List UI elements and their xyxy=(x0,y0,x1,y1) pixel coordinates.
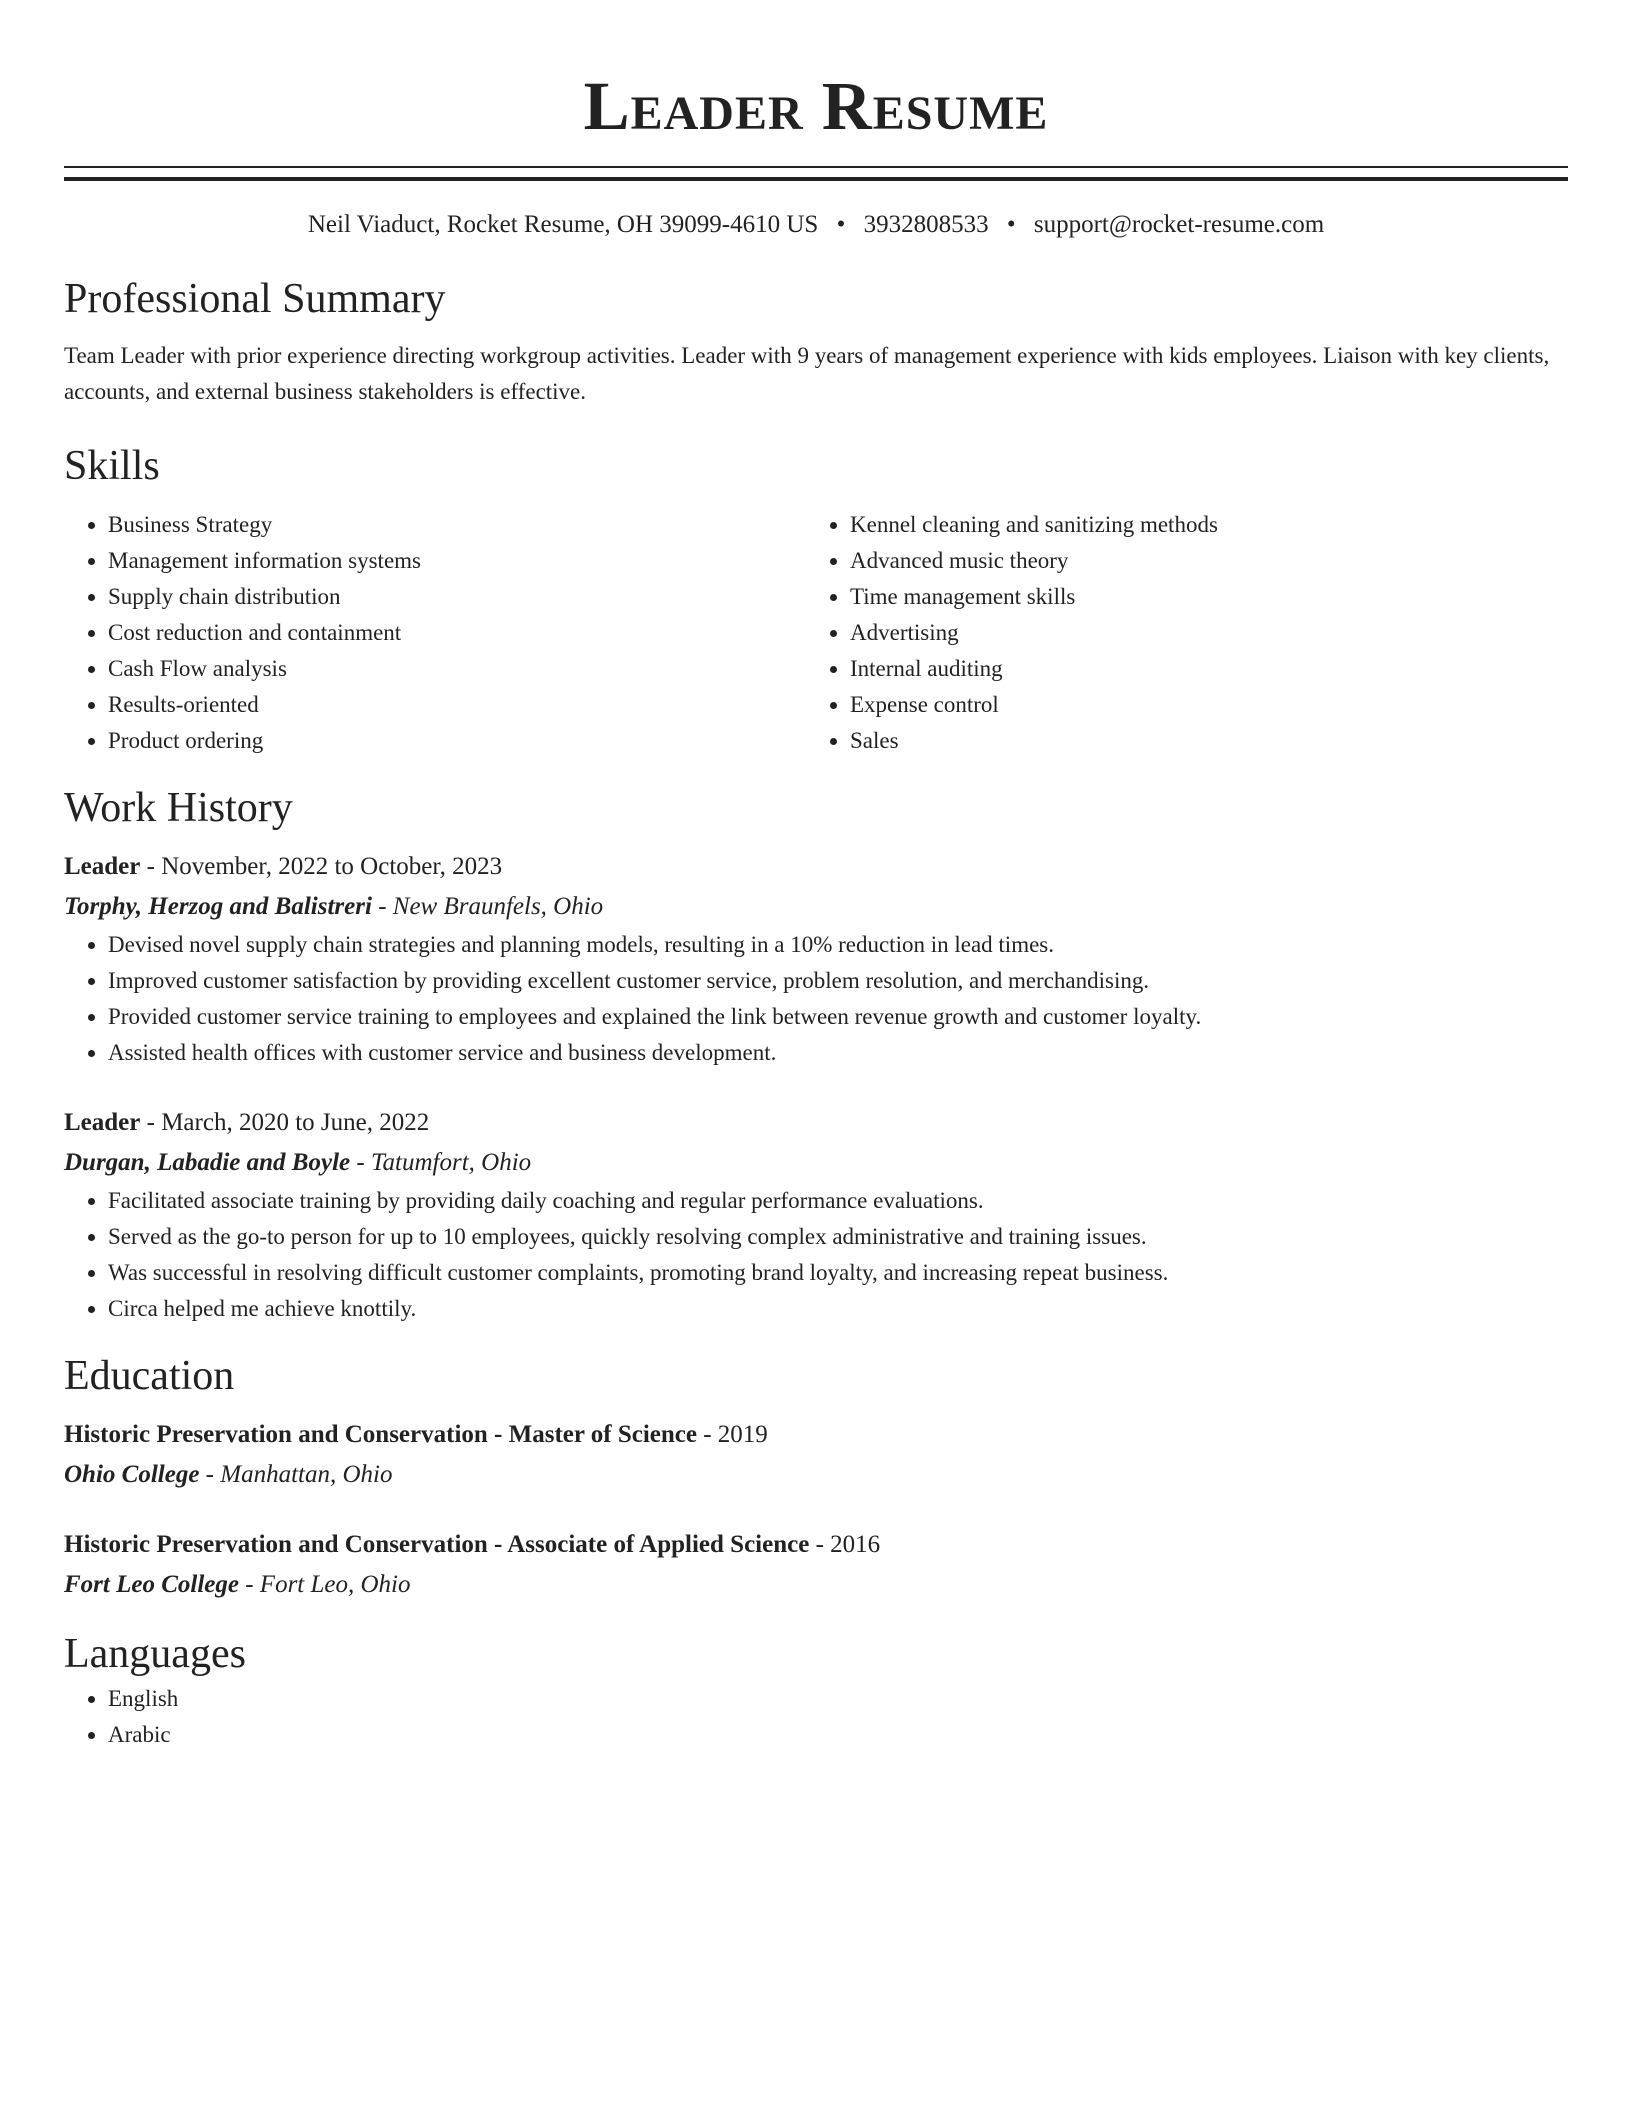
skill-item: • Sales xyxy=(850,723,1548,759)
skill-item: • Business Strategy xyxy=(108,507,806,543)
job-duty: • Provided customer service training to employees and explained the link between revenue growth and customer loyalty. xyxy=(108,999,1568,1035)
job-duties-list xyxy=(64,927,1568,1071)
degree-line xyxy=(64,1415,1568,1455)
skill-item: • Expense control xyxy=(850,687,1548,723)
summary-heading: Professional Summary xyxy=(64,276,446,322)
skill-item: • Results-oriented xyxy=(108,687,806,723)
degree-year: - 2019 xyxy=(696,1421,768,1448)
skills-heading: Skills xyxy=(64,443,160,489)
languages-list xyxy=(64,1681,1568,1753)
skill-item: • Management information systems xyxy=(108,543,806,579)
languages-heading: Languages xyxy=(64,1631,246,1677)
resume-title: Leader Resume xyxy=(583,68,1049,144)
job-role: Leader xyxy=(64,1109,141,1136)
degree-name: Historic Preservation and Conservation - Master of Science xyxy=(64,1421,697,1448)
degree-year: - 2016 xyxy=(809,1531,881,1558)
job-dates: - March, 2020 to June, 2022 xyxy=(140,1109,430,1136)
skill-item: • Supply chain distribution xyxy=(108,579,806,615)
employer-line xyxy=(64,1143,1568,1183)
degree-line xyxy=(64,1525,1568,1565)
degree-name: Historic Preservation and Conservation - Associate of Applied Science xyxy=(64,1531,810,1558)
education-entry xyxy=(64,1415,1568,1495)
school-line xyxy=(64,1565,1568,1605)
contact-separator: • xyxy=(1006,211,1016,238)
skills-column-left xyxy=(64,507,806,759)
education-entry xyxy=(64,1525,1568,1605)
school-location: - Fort Leo, Ohio xyxy=(238,1571,411,1598)
school-name: Fort Leo College xyxy=(64,1571,239,1598)
employer-location: - Tatumfort, Ohio xyxy=(350,1149,532,1176)
school-name: Ohio College xyxy=(64,1461,200,1488)
education-heading: Education xyxy=(64,1353,235,1399)
education-spacer xyxy=(64,1495,1568,1525)
skill-item: • Internal auditing xyxy=(850,651,1548,687)
job-duty: • Was successful in resolving difficult customer complaints, promoting brand loyalty, and increasing repeat business. xyxy=(108,1255,1568,1291)
contact-phone: 3932808533 xyxy=(863,211,989,238)
title-divider xyxy=(64,166,1568,181)
job-title-line xyxy=(64,1103,1568,1143)
skills-grid xyxy=(64,507,1568,759)
job-title-line xyxy=(64,847,1568,887)
contact-separator: • xyxy=(836,211,846,238)
skill-item: • Product ordering xyxy=(108,723,806,759)
language-item: • Arabic xyxy=(108,1717,1568,1753)
job-spacer xyxy=(64,1071,1568,1103)
job-duty: • Devised novel supply chain strategies and planning models, resulting in a 10% reduction in lead times. xyxy=(108,927,1568,963)
skills-list-right xyxy=(806,507,1548,759)
summary-text: Team Leader with prior experience directing workgroup activities. Leader with 9 years of management experience with kids employees. Liaison with key clients, accounts, and external business stakeholders is effective. xyxy=(64,343,1550,404)
skill-item: • Cash Flow analysis xyxy=(108,651,806,687)
skill-item: • Kennel cleaning and sanitizing methods xyxy=(850,507,1548,543)
job-duty: • Improved customer satisfaction by providing excellent customer service, problem resolution, and merchandising. xyxy=(108,963,1568,999)
job-dates: - November, 2022 to October, 2023 xyxy=(140,853,503,880)
skills-list-left xyxy=(64,507,806,759)
language-item: • English xyxy=(108,1681,1568,1717)
skill-item: • Time management skills xyxy=(850,579,1548,615)
contact-line xyxy=(64,207,1568,243)
job-entry xyxy=(64,847,1568,1071)
school-location: - Manhattan, Ohio xyxy=(199,1461,393,1488)
skill-item: • Cost reduction and containment xyxy=(108,615,806,651)
employer-name: Torphy, Herzog and Balistreri xyxy=(64,893,372,920)
employer-name: Durgan, Labadie and Boyle xyxy=(64,1149,351,1176)
skills-column-right xyxy=(806,507,1548,759)
school-line xyxy=(64,1455,1568,1495)
skill-item: • Advertising xyxy=(850,615,1548,651)
job-duties-list xyxy=(64,1183,1568,1327)
employer-line xyxy=(64,887,1568,927)
work-history-heading: Work History xyxy=(64,785,293,831)
job-duty: • Facilitated associate training by providing daily coaching and regular performance evaluations. xyxy=(108,1183,1568,1219)
job-duty: • Circa helped me achieve knottily. xyxy=(108,1291,1568,1327)
contact-address: Neil Viaduct, Rocket Resume, OH 39099-4610 US xyxy=(307,211,819,238)
job-duty: • Assisted health offices with customer service and business development. xyxy=(108,1035,1568,1071)
job-duty: • Served as the go-to person for up to 10 employees, quickly resolving complex administrative and training issues. xyxy=(108,1219,1568,1255)
employer-location: - New Braunfels, Ohio xyxy=(371,893,604,920)
skill-item: • Advanced music theory xyxy=(850,543,1548,579)
contact-email: support@rocket-resume.com xyxy=(1033,211,1325,238)
job-role: Leader xyxy=(64,853,141,880)
job-entry xyxy=(64,1103,1568,1327)
